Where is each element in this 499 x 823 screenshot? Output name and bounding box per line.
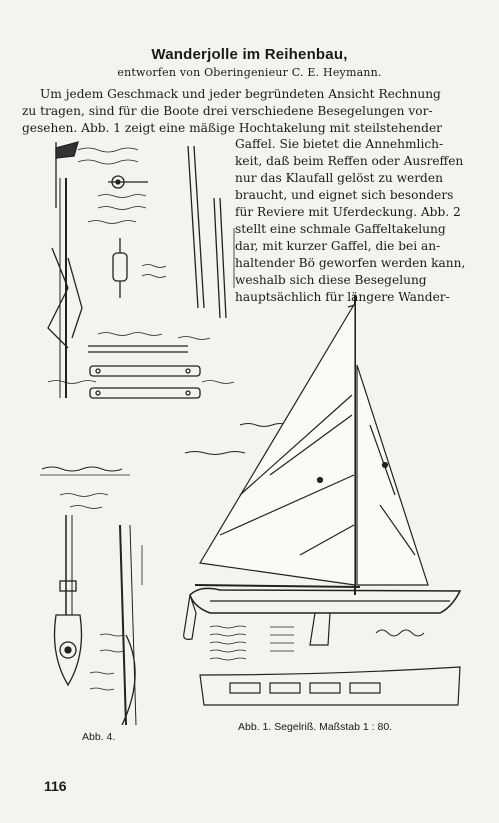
text-line: braucht, und eignet sich besonders: [235, 188, 454, 202]
text-line: Um jedem Geschmack und jeder begründeten Ansicht Rechnung: [40, 87, 441, 101]
right-column-paragraph: [235, 136, 467, 306]
text-line: hauptsächlich für längere Wander-: [235, 290, 450, 304]
article-subtitle: entworfen von Oberingenieur C. E. Heymann.: [117, 66, 382, 79]
text-line: keit, daß beim Reffen oder Ausreffen: [235, 154, 464, 168]
text-line: nur das Klaufall gelöst zu werden: [235, 171, 443, 185]
text-line: Gaffel. Sie bietet die Annehmlich-: [235, 137, 444, 151]
intro-paragraph: [22, 86, 466, 137]
text-line: gesehen. Abb. 1 zeigt eine mäßige Hochtakelung mit steilstehender: [22, 121, 442, 135]
figure-caption-abb1: Abb. 1. Segelriß. Maßstab 1 : 80.: [238, 721, 393, 733]
text-line: für Reviere mit Uferdeckung. Abb. 2: [235, 205, 461, 219]
page-number: 116: [44, 778, 67, 794]
article-title: Wanderjolle im Reihenbau,: [151, 46, 348, 63]
text-line: weshalb sich diese Besegelung: [235, 273, 427, 287]
text-line: haltender Bö geworfen werden kann,: [235, 256, 466, 270]
sail-plan-drawing: [180, 295, 470, 715]
text-line: zu tragen, sind für die Boote drei verschiedene Besegelungen vor-: [22, 104, 433, 118]
text-line: stellt eine schmale Gaffeltakelung: [235, 222, 446, 236]
figure-caption-abb4: Abb. 4.: [82, 731, 116, 743]
text-line: dar, mit kurzer Gaffel, die bei an-: [235, 239, 441, 253]
